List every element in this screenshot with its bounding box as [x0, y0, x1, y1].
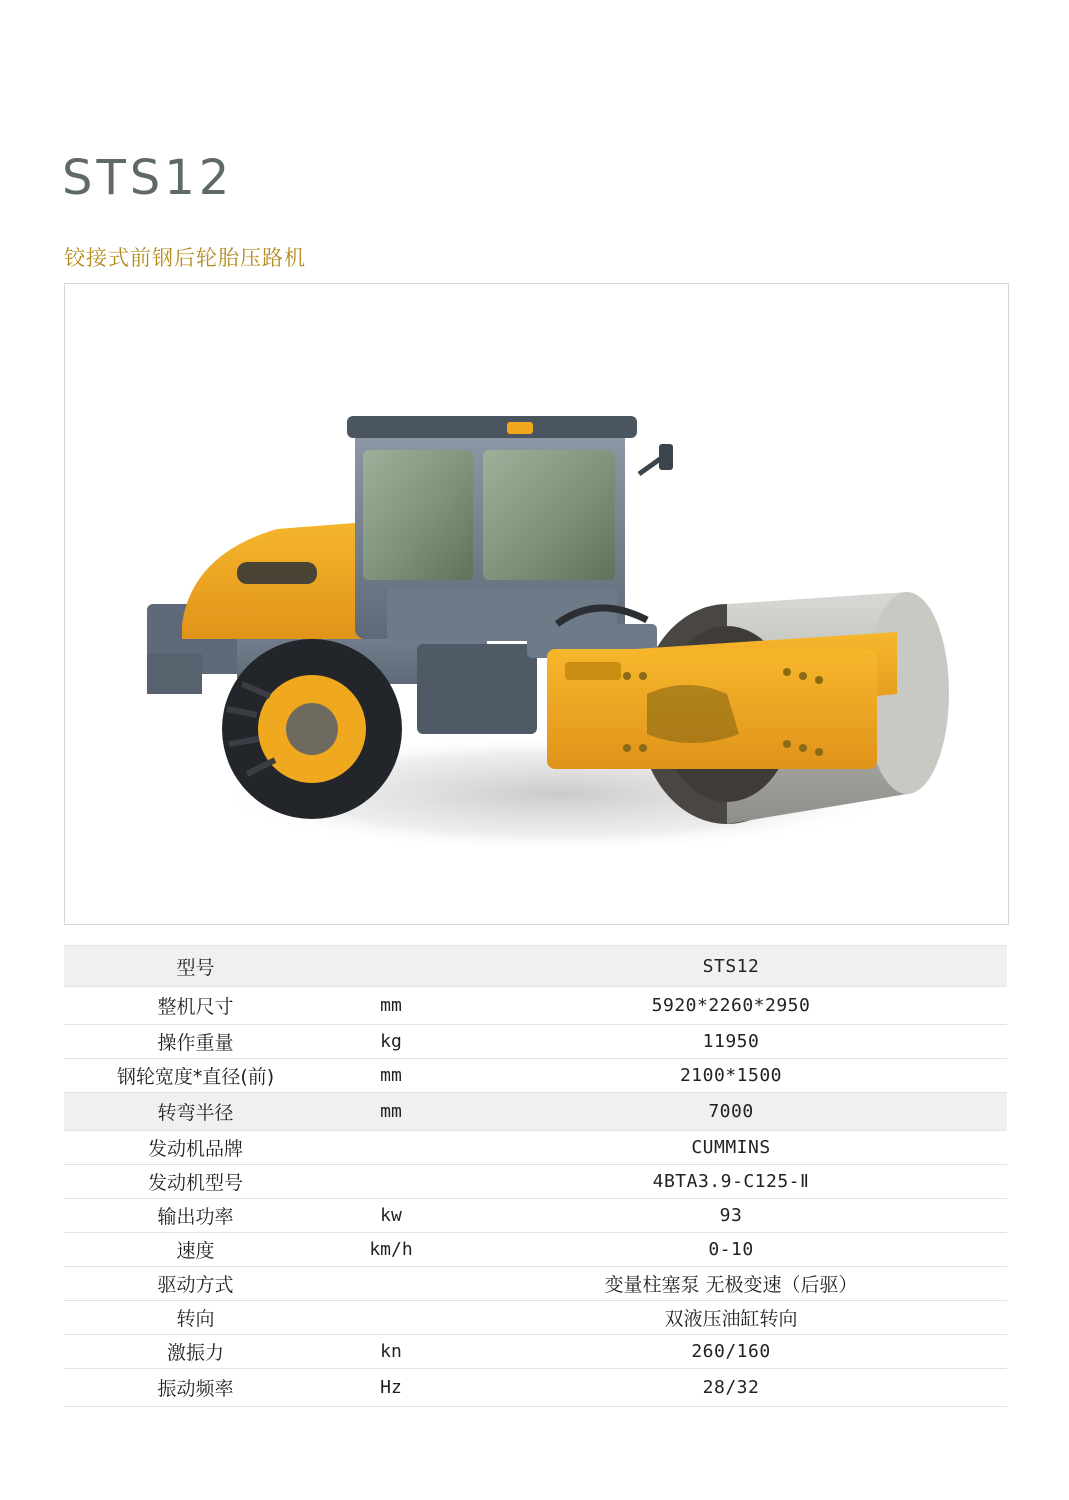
product-photo	[65, 284, 1008, 924]
spec-value: 93	[455, 1199, 1007, 1233]
spec-label: 整机尺寸	[64, 987, 327, 1025]
spec-value: 260/160	[455, 1335, 1007, 1369]
spec-value: 28/32	[455, 1369, 1007, 1407]
spec-value: STS12	[455, 946, 1007, 987]
spec-value: CUMMINS	[455, 1131, 1007, 1165]
spec-value: 5920*2260*2950	[455, 987, 1007, 1025]
specification-table	[64, 945, 1007, 1407]
spec-unit: km/h	[327, 1233, 455, 1267]
spec-label: 发动机品牌	[64, 1131, 327, 1165]
spec-value: 0-10	[455, 1233, 1007, 1267]
table-row	[64, 1199, 1007, 1233]
spec-label: 输出功率	[64, 1199, 327, 1233]
spec-label: 驱动方式	[64, 1267, 327, 1301]
spec-label: 钢轮宽度*直径(前)	[64, 1059, 327, 1093]
spec-label: 振动频率	[64, 1369, 327, 1407]
table-row	[64, 1369, 1007, 1407]
spec-unit	[327, 946, 455, 987]
table-row	[64, 1131, 1007, 1165]
spec-unit: kg	[327, 1025, 455, 1059]
product-photo-frame	[64, 283, 1009, 925]
spec-unit: Hz	[327, 1369, 455, 1407]
spec-unit	[327, 1131, 455, 1165]
spec-label: 激振力	[64, 1335, 327, 1369]
spec-table-body	[64, 946, 1007, 1407]
spec-unit: mm	[327, 1059, 455, 1093]
table-row	[64, 1267, 1007, 1301]
table-row	[64, 1059, 1007, 1093]
spec-label: 发动机型号	[64, 1165, 327, 1199]
table-row	[64, 1025, 1007, 1059]
road-roller-illustration	[87, 324, 987, 884]
spec-unit	[327, 1301, 455, 1335]
spec-label: 操作重量	[64, 1025, 327, 1059]
page-title: STS12	[62, 150, 234, 206]
spec-value: 双液压油缸转向	[455, 1301, 1007, 1335]
spec-label: 转向	[64, 1301, 327, 1335]
table-row	[64, 1335, 1007, 1369]
spec-value: 变量柱塞泵 无极变速（后驱）	[455, 1267, 1007, 1301]
spec-unit: mm	[327, 1093, 455, 1131]
spec-unit: kw	[327, 1199, 455, 1233]
table-row	[64, 1233, 1007, 1267]
spec-label: 型号	[64, 946, 327, 987]
table-row	[64, 987, 1007, 1025]
spec-unit	[327, 1165, 455, 1199]
spec-unit: kn	[327, 1335, 455, 1369]
spec-value: 4BTA3.9-C125-Ⅱ	[455, 1165, 1007, 1199]
table-row	[64, 1093, 1007, 1131]
spec-value: 11950	[455, 1025, 1007, 1059]
table-row	[64, 946, 1007, 987]
table-row	[64, 1165, 1007, 1199]
spec-value: 2100*1500	[455, 1059, 1007, 1093]
spec-unit: mm	[327, 987, 455, 1025]
spec-unit	[327, 1267, 455, 1301]
spec-label: 速度	[64, 1233, 327, 1267]
spec-label: 转弯半径	[64, 1093, 327, 1131]
page-subtitle: 铰接式前钢后轮胎压路机	[64, 246, 306, 270]
table-row	[64, 1301, 1007, 1335]
spec-value: 7000	[455, 1093, 1007, 1131]
